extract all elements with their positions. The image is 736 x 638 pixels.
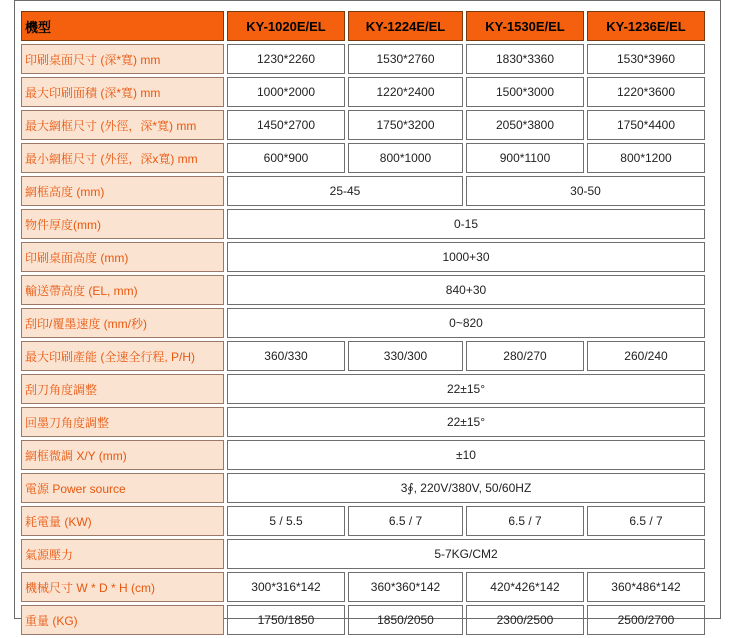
spec-value-cell: 260/240: [587, 341, 705, 371]
spec-table: [18, 8, 708, 638]
spec-value-cell: 22±15°: [227, 374, 705, 404]
table-row: [21, 374, 705, 404]
table-row: [21, 407, 705, 437]
spec-label-cell: 耗電量 (KW): [21, 506, 224, 536]
spec-value-cell: 420*426*142: [466, 572, 584, 602]
spec-label-cell: 印刷桌面高度 (mm): [21, 242, 224, 272]
spec-value-cell: 1830*3360: [466, 44, 584, 74]
spec-value-cell: 1230*2260: [227, 44, 345, 74]
spec-label-cell: 物件厚度(mm): [21, 209, 224, 239]
spec-label-cell: 回墨刀角度調整: [21, 407, 224, 437]
table-row: [21, 110, 705, 140]
table-row: [21, 539, 705, 569]
table-row: [21, 275, 705, 305]
spec-label-cell: 重量 (KG): [21, 605, 224, 635]
spec-value-cell: 1450*2700: [227, 110, 345, 140]
table-row: [21, 242, 705, 272]
spec-value-cell: 280/270: [466, 341, 584, 371]
spec-value-cell: 1530*2760: [348, 44, 463, 74]
spec-value-cell: 30-50: [466, 176, 705, 206]
spec-value-cell: 800*1000: [348, 143, 463, 173]
spec-value-cell: 6.5 / 7: [466, 506, 584, 536]
spec-value-cell: 330/300: [348, 341, 463, 371]
spec-value-cell: 1850/2050: [348, 605, 463, 635]
spec-value-cell: 1000+30: [227, 242, 705, 272]
header-row: [21, 11, 705, 41]
table-row: [21, 176, 705, 206]
spec-value-cell: 25-45: [227, 176, 463, 206]
spec-label-cell: 刮印/覆墨速度 (mm/秒): [21, 308, 224, 338]
spec-value-cell: 2050*3800: [466, 110, 584, 140]
spec-label-cell: 最大網框尺寸 (外徑，深*寬) mm: [21, 110, 224, 140]
spec-value-cell: 600*900: [227, 143, 345, 173]
spec-value-cell: 1750*3200: [348, 110, 463, 140]
table-row: [21, 572, 705, 602]
table-row: [21, 473, 705, 503]
header-model-1: KY-1020E/EL: [227, 11, 345, 41]
spec-value-cell: 800*1200: [587, 143, 705, 173]
header-model-2: KY-1224E/EL: [348, 11, 463, 41]
table-row: [21, 440, 705, 470]
spec-value-cell: 1220*3600: [587, 77, 705, 107]
spec-label-cell: 輸送帶高度 (EL, mm): [21, 275, 224, 305]
spec-label-cell: 網框微調 X/Y (mm): [21, 440, 224, 470]
spec-value-cell: 1000*2000: [227, 77, 345, 107]
spec-value-cell: 1530*3960: [587, 44, 705, 74]
spec-value-cell: 300*316*142: [227, 572, 345, 602]
spec-value-cell: 900*1100: [466, 143, 584, 173]
table-row: [21, 308, 705, 338]
spec-label-cell: 刮刀角度調整: [21, 374, 224, 404]
table-row: [21, 44, 705, 74]
spec-value-cell: 6.5 / 7: [587, 506, 705, 536]
spec-value-cell: 1500*3000: [466, 77, 584, 107]
table-row: [21, 77, 705, 107]
spec-label-cell: 最大印刷產能 (全速全行程, P/H): [21, 341, 224, 371]
spec-value-cell: 360*360*142: [348, 572, 463, 602]
table-row: [21, 209, 705, 239]
spec-value-cell: 840+30: [227, 275, 705, 305]
header-label-cell: 機型: [21, 11, 224, 41]
spec-value-cell: 1750*4400: [587, 110, 705, 140]
table-row: [21, 506, 705, 536]
table-row: [21, 341, 705, 371]
spec-value-cell: 5 / 5.5: [227, 506, 345, 536]
spec-label-cell: 網框高度 (mm): [21, 176, 224, 206]
spec-label-cell: 機械尺寸 W * D * H (cm): [21, 572, 224, 602]
spec-label-cell: 印刷桌面尺寸 (深*寬) mm: [21, 44, 224, 74]
spec-label-cell: 最小網框尺寸 (外徑，深x寬) mm: [21, 143, 224, 173]
spec-value-cell: 0-15: [227, 209, 705, 239]
table-row: [21, 605, 705, 635]
header-model-4: KY-1236E/EL: [587, 11, 705, 41]
spec-value-cell: 3∮, 220V/380V, 50/60HZ: [227, 473, 705, 503]
spec-value-cell: 0~820: [227, 308, 705, 338]
spec-value-cell: 2500/2700: [587, 605, 705, 635]
spec-label-cell: 氣源壓力: [21, 539, 224, 569]
spec-label-cell: 最大印刷面積 (深*寬) mm: [21, 77, 224, 107]
spec-value-cell: ±10: [227, 440, 705, 470]
spec-value-cell: 1220*2400: [348, 77, 463, 107]
spec-value-cell: 6.5 / 7: [348, 506, 463, 536]
spec-value-cell: 360*486*142: [587, 572, 705, 602]
table-row: [21, 143, 705, 173]
spec-value-cell: 2300/2500: [466, 605, 584, 635]
spec-value-cell: 1750/1850: [227, 605, 345, 635]
spec-label-cell: 電源 Power source: [21, 473, 224, 503]
spec-value-cell: 22±15°: [227, 407, 705, 437]
header-model-3: KY-1530E/EL: [466, 11, 584, 41]
spec-value-cell: 360/330: [227, 341, 345, 371]
spec-value-cell: 5-7KG/CM2: [227, 539, 705, 569]
